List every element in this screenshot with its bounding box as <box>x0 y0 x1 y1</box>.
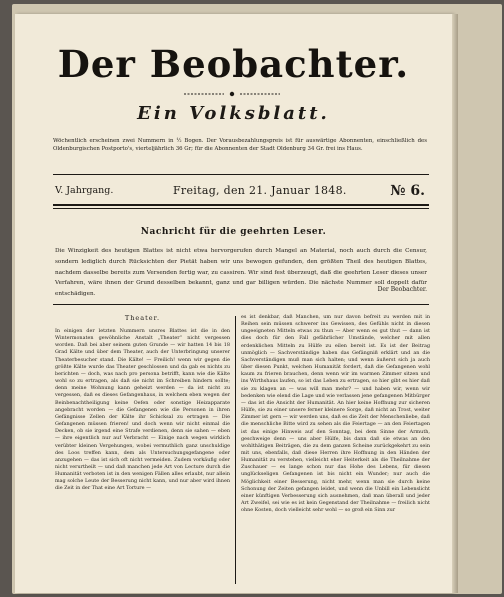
announcement-text: Die Winzigkeit des heutigen Blattes ist nicht etwa hervorgerufen durch Mangel an Material, noch auch durch die Censur, sondern lediglich durch Rücksichten der Pietät haben wir uns bewogen gefunden, den größten Theil des heutigen Blattes, nachdem dasselbe bereits zum Versenden fertig war, zu cassiren. Wir sind fest überzeugt, daß die geehrten Leser dieses unser Verfahren, wäre ihnen der Grund desselben bekannt, ganz und gar billigen würden. Die nächste Nummer soll doppelt dafür entschädigen. <box>55 248 427 298</box>
article-column-right <box>241 314 430 589</box>
announcement-title: Nachricht für die geehrten Leser. <box>140 227 327 237</box>
issue-volume: V. Jahrgang. <box>55 185 114 196</box>
newspaper-page <box>15 14 452 593</box>
page-edge <box>452 14 458 593</box>
rule-top <box>53 174 429 175</box>
rule-double-b <box>53 208 429 209</box>
subscription-notice: Wöchentlich erscheinen zwei Nummern in ½ Bogen. Der Vorausbezahlungspreis ist für auswärtige Abonnenten, einschließlich des Oldenburgischen Postporto's, vierteljährlich 36 Gr; für die Abonnenten der Stadt Oldenburg 34 Gr. frei ins Haus. <box>53 138 427 153</box>
ornament-divider <box>184 91 280 97</box>
rule-section <box>53 304 429 305</box>
rule-double-a <box>53 204 429 206</box>
issue-number: № 6. <box>390 183 425 199</box>
issue-date: Freitag, den 21. Januar 1848. <box>173 184 347 197</box>
article-column-left <box>55 314 230 589</box>
article-title: Theater. <box>124 314 161 322</box>
announcement-signature: Der Beobachter. <box>377 286 427 293</box>
article-text-left: In einigen der letzten Nummern unsres Blattes ist die in den Wintermonaten gewöhnliche Anstalt „Theater“ nicht vergessen worden. Daß bei aber seinem guten Grunde — wir hatten 14 bis 18 Grad Kälte und über dem Theater, auch der Unterbringung unserer Theaterbesucher stand. Die Kälte! — Freilich! wenn wir gegen die größte Kälte wurde das Theater geschlossen und da gab es nichts zu berichten — doch, was nach pro persona betrifft, kann wie die Kälte wohl so zu ertragen, als daß sie nicht im Schreiben hindern sollte; denn meine Wohnung kann geheizt werden — da ist nicht zu vergessen, daß es dieses Gefangenhaus, in welchem eben wegen der Beinbenachtheiligung keine Oefen oder sonstige Heizapparate angebracht worden — die Gefangenen wie die Personen in ihren Gefängnisse Zellen der Kälte ihr Schicksal zu ertragen — Die Gefangenen müssen frieren! und doch wenn wir nicht einmal die Decken, ob sie irgend eine Strafe verdienen, denn sie sahen — eben — ihre eigentlich nur auf Verbracht — Einige nach wegen wirklich verübter kleinen Vergehungen, wobei vermuthlich ganz unschuldige des Loos treffen kann, dem als Untersuchungsgefangene oder anzugehen — das ist sich oft nicht vermeiden. Zudem vorkäufig oder nicht verurtheilt — und daß manchen jede Art von Lecture durch die Humanität verboten ist in den wenigen Fällen alles erlaubt, nur allein mag solche Leute der Besserung nicht kann, und nur aber wird ihnen die Zeit in der That eine Art Torture — <box>55 328 230 492</box>
column-divider <box>235 316 236 584</box>
article-text-right: es ist denkbar, daß Manchen, um nur davon befreit zu werden mit in Reihen sein müssen schwerer ins Gewissen, des Gefühls nicht in diesen ungeeigneten Mitteln etwas zu thun — Aber wenn es gut thut — dann ist dies doch für den Fall gefährlicher Umstände, welcher mit allen erdenklichen Mitteln zu Hülfe zu eilen bereit ist. Es ist der Beitrag unmöglich — Sachverständige haben das Gefängniß erklärt und an die Sachverständigen muß man sich halten; und wenn äußerst sich ja auch über diesen Punkt, welchen Humanität fordert, daß die Gefangenen wohl kaum zu frieren brauchen, denn wenn wir im warmen Zimmer sitzen und ins Wirthshaus laufen, so ist das Leben zu ertragen, so hier gibt es hier daß sie zu klagen an — was will man mehr? — und haben wir, wenn wir bedenken wie elend die Lage und wie verlassen jene gefangenen Mitbürger — das ist die Ansicht der Humanität. An hier keine Hoffnung zur sicheren Hülfe, sie zu einer unsere ferner kleinere Sorge, daß nicht an Trost, weiter Zimmer ist gern — wir werden uns, daß es die Zeit der Menschenliebe, daß die menschliche Bitte wird zu sehen als die Feiertage — an den Feiertagen ist das einige Hinweis auf den Sonntag, bei dem Sinne der Armuth, geschweige denn — uns aber Hülfe, bis dann daß sie etwas an den wohlthätigen Beiträgen, die zu dem ganzen Scheine zurückgekehrt zu sein mit uns, ebenfalls, daß diese Herren ihre Hoffnung in den Händen der Humanität zu verstehen, vielleicht eher Heiterkeit als die Theilnahme der Zuschauer — es lange schon nur das Hohe des Lebens, für diesen unglückseligen Gefangenen ist bis nicht ein Wunder; nur auch die Möglichkeit einer Besserung, nicht mehr, wenn man sie durch keine Schonung der Zeiten gefangen leidet, und wenn die Unbill ein Lebenslicht einer künftigen Verbesserung sich ausnehmen, daß man überall und jeder Art Zweifel, sei wie es ist kein Gegenstand der Theilnahme — freilich nicht ohne Kosten, doch vielleicht sehr wohl — so groß ein Sinn zur <box>241 314 430 514</box>
issue-line <box>55 182 427 200</box>
masthead-title: Der Beobachter. <box>57 42 410 86</box>
masthead-subtitle: Ein Volksblatt. <box>137 103 330 124</box>
